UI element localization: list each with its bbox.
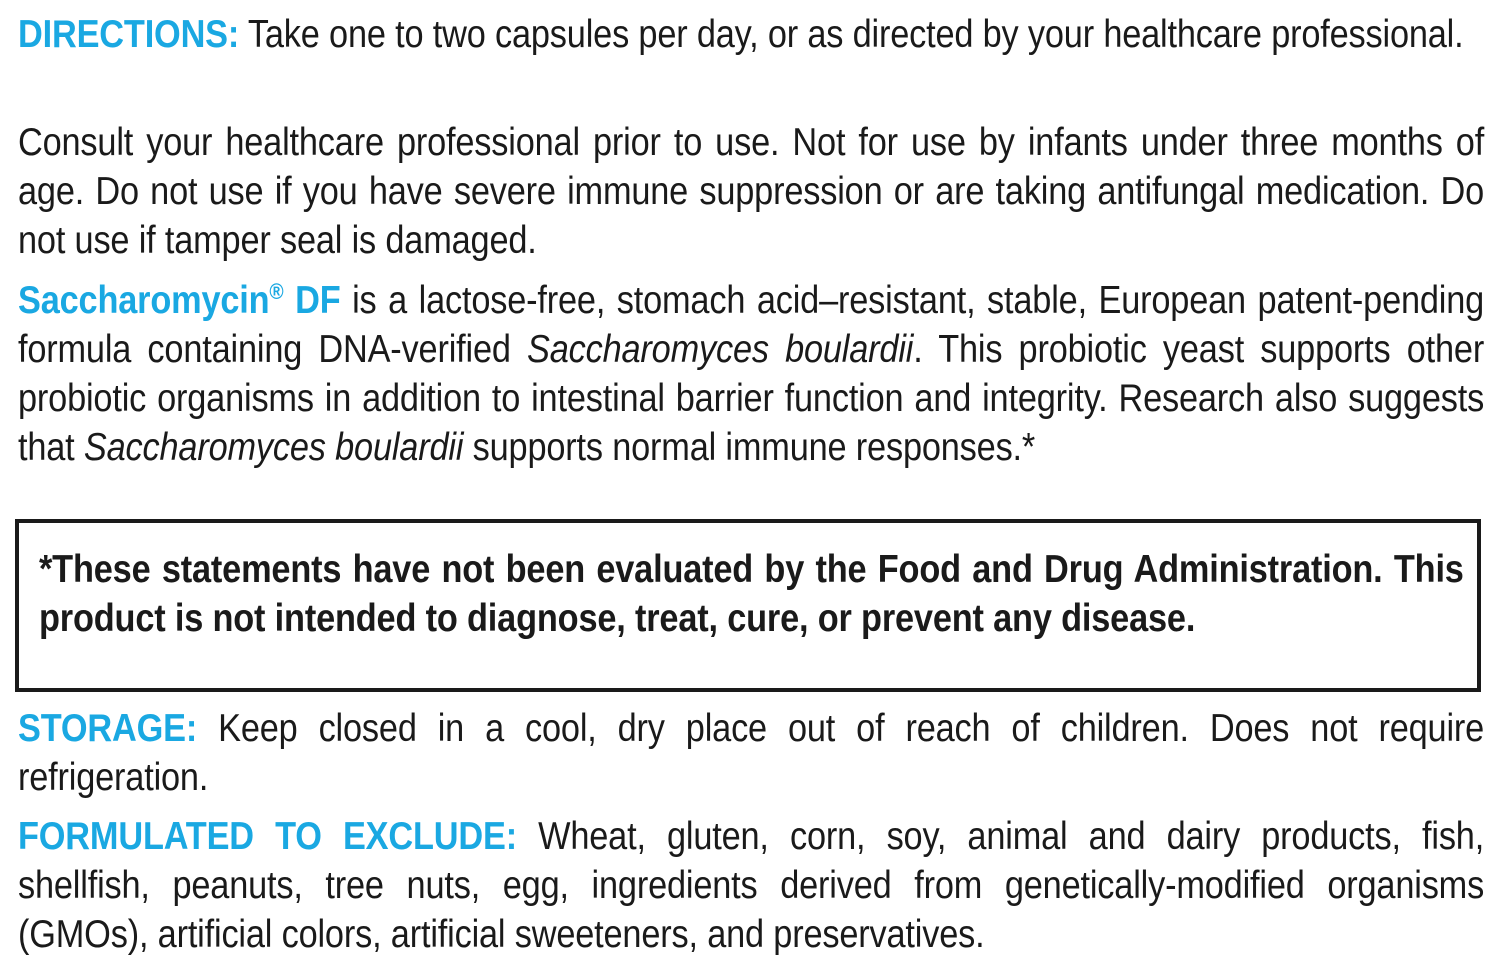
caution-paragraph: Consult your healthcare professional prior to use. Not for use by infants under three months of age. Do not use if you have severe immune suppression or are taking antifungal medication. Do not use if tamper seal is damaged.	[18, 121, 1485, 262]
exclusions-heading: FORMULATED TO EXCLUDE:	[18, 815, 517, 858]
product-text-3: supports normal immune responses.*	[463, 426, 1036, 469]
exclusions-paragraph	[18, 812, 1484, 959]
directions-paragraph	[18, 10, 1484, 59]
brand-suffix-text: DF	[283, 279, 341, 322]
storage-paragraph	[18, 704, 1484, 802]
product-text-1: is a lactose-free, stomach acid–resistant, stable, European patent-pending formula containing DNA-verified	[18, 279, 1485, 371]
registered-mark: ®	[269, 279, 284, 304]
storage-heading: STORAGE:	[18, 707, 198, 750]
exclusions-text: Wheat, gluten, corn, soy, animal and dairy products, fish, shellfish, peanuts, tree nuts, egg, ingredients derived from genetically-modified organisms (GMOs), artificial colors, artificial sweeteners, and preservatives.	[18, 815, 1485, 956]
storage-text: Keep closed in a cool, dry place out of reach of children. Does not require refrigeration.	[18, 707, 1485, 799]
product-brand-name	[18, 279, 341, 322]
species-name-1: Saccharomyces boulardii	[526, 328, 914, 371]
product-text-2: . This probiotic yeast supports other probiotic organisms in addition to intestinal barrier function and integrity. Research also suggests that	[18, 328, 1485, 469]
directions-text: Take one to two capsules per day, or as directed by your healthcare professional.	[239, 13, 1464, 56]
product-description-paragraph	[18, 276, 1484, 472]
supplement-label-panel	[18, 0, 1484, 967]
brand-name-text: Saccharomycin	[18, 279, 270, 322]
fda-disclaimer-text: *These statements have not been evaluated by the Food and Drug Administration. This product is not intended to diagnose, treat, cure, or prevent any disease.	[39, 548, 1464, 640]
species-name-2: Saccharomyces boulardii	[83, 426, 464, 469]
directions-heading: DIRECTIONS:	[18, 13, 240, 56]
fda-disclaimer-box	[15, 519, 1481, 692]
